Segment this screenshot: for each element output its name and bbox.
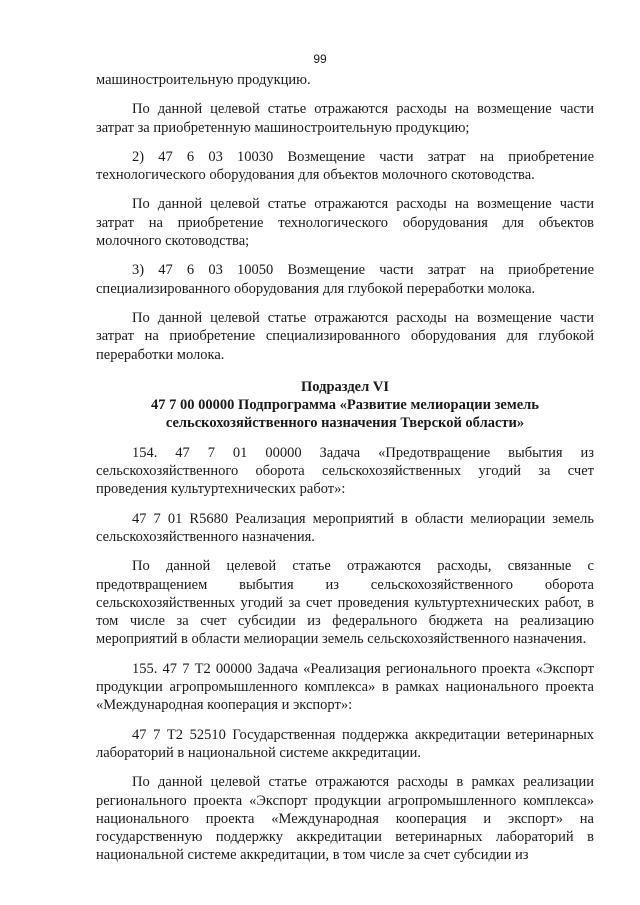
paragraph: По данной целевой статье отражаются расходы, связанные с предотвращением выбытия из сельскохозяйственного оборота сельскохозяйственных угодий за счет проведения культуртехнических работ, в том числе за счет субсидии из федерального бюджета на реализацию мероприятий в области мелиорации земель сельскохозяйственного назначения. <box>96 558 594 648</box>
document-body <box>96 71 594 876</box>
paragraph: 47 7 01 R5680 Реализация мероприятий в области мелиорации земель сельскохозяйственного назначения. <box>96 510 594 545</box>
section-heading-subtitle: сельскохозяйственного назначения Тверской области» <box>165 415 525 432</box>
paragraph: 2) 47 6 03 10030 Возмещение части затрат на приобретение технологического оборудования для объектов молочного скотоводства. <box>96 148 594 184</box>
paragraph: 154. 47 7 01 00000 Задача «Предотвращение выбытия из сельскохозяйственного оборота сельскохозяйственных угодий за счет проведения культуртехнических работ»: <box>96 444 594 498</box>
paragraph: По данной целевой статье отражаются расходы на возмещение части затрат на приобретение технологического оборудования для объектов молочного скотоводства; <box>96 196 594 250</box>
paragraph: По данной целевой статье отражаются расходы на возмещение части затрат за приобретенную машиностроительную продукцию; <box>96 101 594 136</box>
paragraph: По данной целевой статье отражаются расходы на возмещение части затрат на приобретение специализированного оборудования для глубокой переработки молока. <box>96 309 594 363</box>
paragraph: 47 7 Т2 52510 Государственная поддержка аккредитации ветеринарных лабораторий в национальной системе аккредитации. <box>96 726 594 761</box>
section-heading-title: Подраздел VI <box>301 378 389 395</box>
paragraph: машиностроительную продукцию. <box>96 72 311 88</box>
paragraph: 155. 47 7 Т2 00000 Задача «Реализация регионального проекта «Экспорт продукции агропромышленного комплекса» в рамках национального проекта «Международная кооперация и экспорт»: <box>96 660 594 714</box>
section-heading-subtitle: 47 7 00 00000 Подпрограмма «Развитие мелиорации земель <box>151 397 539 414</box>
section-heading <box>96 378 594 433</box>
paragraph: По данной целевой статье отражаются расходы в рамках реализации регионального проекта «Экспорт продукции агропромышленного комплекса» национального проекта «Международная кооперация и экспорт» на государственную поддержку аккредитации ветеринарных лабораторий в национальной системе аккредитации, в том числе за счет субсидии из <box>96 774 594 864</box>
page-number: 99 <box>313 52 327 66</box>
paragraph: 3) 47 6 03 10050 Возмещение части затрат на приобретение специализированного оборудования для глубокой переработки молока. <box>96 262 594 297</box>
